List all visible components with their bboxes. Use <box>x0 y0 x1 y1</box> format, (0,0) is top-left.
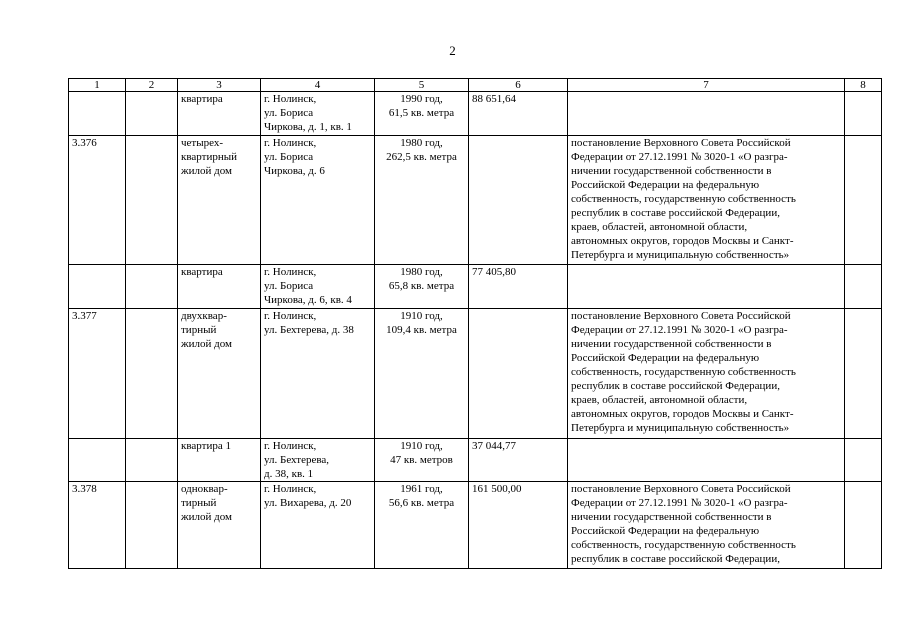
page-number: 2 <box>449 43 456 58</box>
row-number-cell: 3.376 <box>69 136 126 265</box>
address-cell: г. Нолинск, ул. Вихарева, д. 20 <box>261 482 375 569</box>
column-header: 3 <box>178 79 261 92</box>
table-row <box>69 482 882 569</box>
address-cell: г. Нолинск, ул. Бориса Чиркова, д. 1, кв. 1 <box>261 92 375 136</box>
year-area-cell: 1961 год, 56,6 кв. метра <box>375 482 469 569</box>
row-number-cell: 3.378 <box>69 482 126 569</box>
object-name-cell: одноквар- тирный жилой дом <box>178 482 261 569</box>
year-area-cell: 1990 год, 61,5 кв. метра <box>375 92 469 136</box>
column-8-cell <box>845 136 882 265</box>
year-area-cell: 1980 год, 262,5 кв. метра <box>375 136 469 265</box>
column-header: 6 <box>469 79 568 92</box>
row-number-cell <box>69 265 126 309</box>
value-cell <box>469 136 568 265</box>
object-name-cell: квартира 1 <box>178 439 261 482</box>
column-8-cell <box>845 439 882 482</box>
column-2-cell <box>126 482 178 569</box>
column-header: 7 <box>568 79 845 92</box>
address-cell: г. Нолинск, ул. Бориса Чиркова, д. 6 <box>261 136 375 265</box>
basis-cell: постановление Верховного Совета Российской Федерации от 27.12.1991 № 3020-1 «О разгра- ничении государственной собственности в Российской Федерации на федеральную собственность, государственную собственность республик в составе российской Федерации, <box>568 482 845 569</box>
table-row <box>69 265 882 309</box>
basis-cell <box>568 92 845 136</box>
object-name-cell: квартира <box>178 92 261 136</box>
table-row <box>69 439 882 482</box>
table-row <box>69 136 882 265</box>
column-8-cell <box>845 482 882 569</box>
value-cell: 161 500,00 <box>469 482 568 569</box>
basis-cell <box>568 439 845 482</box>
value-cell <box>469 309 568 439</box>
column-2-cell <box>126 309 178 439</box>
column-header: 2 <box>126 79 178 92</box>
basis-cell: постановление Верховного Совета Российской Федерации от 27.12.1991 № 3020-1 «О разгра- ничении государственной собственности в Российской Федерации на федеральную собственность, государственную собственность республик в составе российской Федерации, краев, областей, автономной области, автономных округов, городов Москвы и Санкт- Петербурга и муниципальную собственность» <box>568 309 845 439</box>
table-header <box>69 79 882 92</box>
column-header: 4 <box>261 79 375 92</box>
header-row <box>69 79 882 92</box>
value-cell: 88 651,64 <box>469 92 568 136</box>
table-row <box>69 309 882 439</box>
column-2-cell <box>126 92 178 136</box>
column-2-cell <box>126 136 178 265</box>
basis-cell <box>568 265 845 309</box>
row-number-cell <box>69 92 126 136</box>
row-number-cell <box>69 439 126 482</box>
year-area-cell: 1980 год, 65,8 кв. метра <box>375 265 469 309</box>
column-8-cell <box>845 309 882 439</box>
property-registry-table <box>68 78 882 569</box>
object-name-cell: двухквар- тирный жилой дом <box>178 309 261 439</box>
column-8-cell <box>845 265 882 309</box>
value-cell: 37 044,77 <box>469 439 568 482</box>
row-number-cell: 3.377 <box>69 309 126 439</box>
object-name-cell: квартира <box>178 265 261 309</box>
address-cell: г. Нолинск, ул. Бехтерева, д. 38, кв. 1 <box>261 439 375 482</box>
year-area-cell: 1910 год, 109,4 кв. метра <box>375 309 469 439</box>
column-8-cell <box>845 92 882 136</box>
address-cell: г. Нолинск, ул. Бориса Чиркова, д. 6, кв. 4 <box>261 265 375 309</box>
year-area-cell: 1910 год, 47 кв. метров <box>375 439 469 482</box>
column-header: 1 <box>69 79 126 92</box>
column-2-cell <box>126 439 178 482</box>
address-cell: г. Нолинск, ул. Бехтерева, д. 38 <box>261 309 375 439</box>
basis-cell: постановление Верховного Совета Российской Федерации от 27.12.1991 № 3020-1 «О разгра- ничении государственной собственности в Российской Федерации на федеральную собственность, государственную собственность республик в составе российской Федерации, краев, областей, автономной области, автономных округов, городов Москвы и Санкт- Петербурга и муниципальную собственность» <box>568 136 845 265</box>
column-header: 8 <box>845 79 882 92</box>
object-name-cell: четырех- квартирный жилой дом <box>178 136 261 265</box>
value-cell: 77 405,80 <box>469 265 568 309</box>
column-2-cell <box>126 265 178 309</box>
column-header: 5 <box>375 79 469 92</box>
table-row <box>69 92 882 136</box>
